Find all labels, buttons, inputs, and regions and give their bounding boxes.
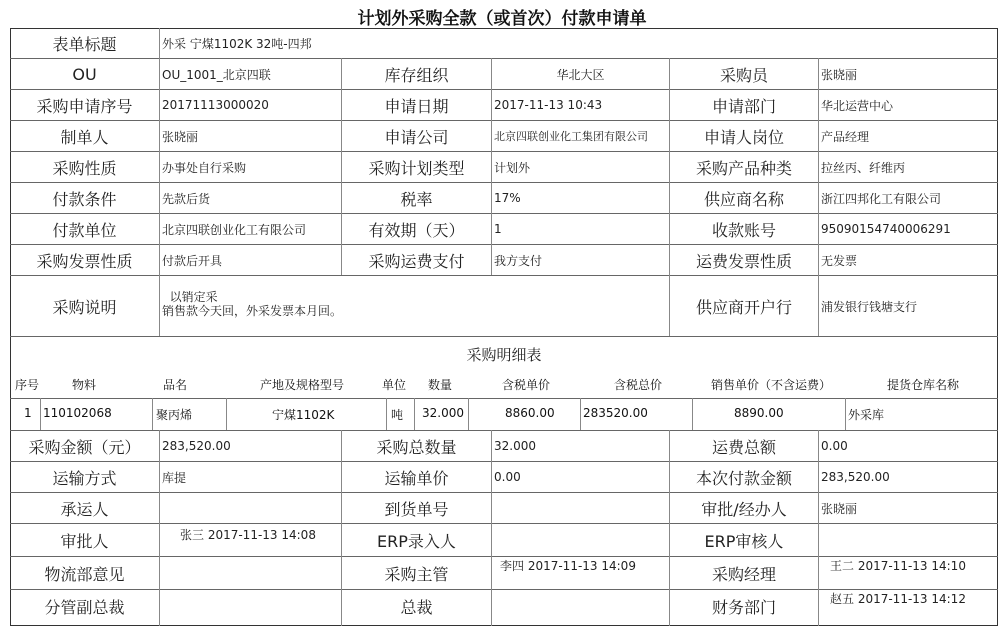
- req-post-value: 产品经理: [821, 129, 870, 144]
- erp-entry-value: [492, 524, 669, 556]
- row-name: 聚丙烯: [156, 408, 193, 422]
- finance-label: 财务部门: [711, 597, 776, 617]
- supplier-label: 供应商名称: [703, 189, 784, 209]
- form-title-label: 表单标题: [52, 34, 117, 54]
- tax-value: 17%: [494, 191, 521, 205]
- nature-value: 办事处自行采购: [162, 160, 247, 175]
- col-header-price: 含税单价: [502, 378, 551, 392]
- inv-org-label: 库存组织: [384, 65, 449, 85]
- pay-terms-label: 付款条件: [52, 189, 117, 209]
- carrier-value: [160, 493, 341, 523]
- amount-value: 283,520.00: [162, 439, 231, 453]
- transport-price-value: 0.00: [494, 470, 521, 484]
- maker-value: 张晓丽: [162, 129, 199, 144]
- invoice-value: 付款后开具: [162, 253, 223, 268]
- req-date-label: 申请日期: [384, 96, 449, 116]
- col-header-spec: 产地及规格型号: [260, 378, 345, 392]
- account-label: 收款账号: [711, 220, 776, 240]
- total-qty-label: 采购总数量: [376, 437, 457, 457]
- purchase-mgr-value: 王二 2017-11-13 14:10: [830, 559, 966, 573]
- freight-invoice-label: 运费发票性质: [695, 251, 792, 271]
- plan-type-value: 计划外: [494, 160, 531, 175]
- ceo-label: 总裁: [400, 597, 433, 617]
- arrival-label: 到货单号: [384, 499, 449, 519]
- transport-price-label: 运输单价: [384, 468, 449, 488]
- desc-label: 采购说明: [52, 297, 117, 317]
- maker-label: 制单人: [60, 127, 109, 147]
- req-no-label: 采购申请序号: [36, 96, 133, 116]
- req-dept-value: 华北运营中心: [821, 98, 894, 113]
- valid-label: 有效期（天）: [368, 220, 465, 240]
- ceo-value: [492, 590, 669, 622]
- product-type-label: 采购产品种类: [695, 158, 792, 178]
- pay-amount-label: 本次付款金额: [695, 468, 792, 488]
- account-value: 95090154740006291: [821, 222, 951, 236]
- transport-value: 库提: [162, 470, 187, 485]
- bank-label: 供应商开户行: [695, 297, 792, 317]
- product-type-value: 拉丝丙、纤维丙: [821, 160, 906, 175]
- row-no: 1: [24, 406, 32, 420]
- handler-label: 审批/经办人: [701, 499, 787, 519]
- col-header-unit: 单位: [382, 378, 407, 392]
- tax-label: 税率: [400, 189, 433, 209]
- purchase-mgr-label: 采购经理: [711, 564, 776, 584]
- req-dept-label: 申请部门: [711, 96, 776, 116]
- col-header-no: 序号: [15, 378, 40, 392]
- vp-value: [160, 590, 341, 622]
- req-company-value: 北京四联创业化工集团有限公司: [494, 130, 648, 143]
- finance-value: 赵五 2017-11-13 14:12: [830, 592, 966, 606]
- purchase-head-value: 李四 2017-11-13 14:09: [500, 559, 636, 573]
- desc-line-1: 以销定采: [162, 290, 218, 304]
- form-title: 计划外采购全款（或首次）付款申请单: [357, 9, 647, 29]
- form-title-value: 外采 宁煤1102K 32吨-四邦: [162, 36, 312, 51]
- col-header-warehouse: 提货仓库名称: [887, 378, 960, 392]
- col-header-material: 物料: [72, 378, 97, 392]
- valid-value: 1: [494, 222, 502, 236]
- row-warehouse: 外采库: [848, 408, 885, 422]
- logistics-value: [160, 557, 341, 589]
- buyer-value: 张晓丽: [821, 67, 858, 82]
- col-header-qty: 数量: [428, 378, 453, 392]
- transport-label: 运输方式: [52, 468, 117, 488]
- arrival-value: [492, 493, 669, 523]
- col-header-sale-price: 销售单价（不含运费）: [711, 378, 832, 392]
- req-date-value: 2017-11-13 10:43: [494, 98, 603, 112]
- erp-review-value: [819, 524, 997, 556]
- vp-label: 分管副总裁: [44, 597, 125, 617]
- plan-type-label: 采购计划类型: [368, 158, 465, 178]
- inv-org-value: 华北大区: [556, 67, 605, 82]
- freight-invoice-value: 无发票: [821, 253, 858, 268]
- handler-value: 张晓丽: [821, 501, 858, 516]
- erp-review-label: ERP审核人: [704, 531, 784, 551]
- pay-amount-value: 283,520.00: [821, 470, 890, 484]
- col-header-total: 含税总价: [614, 378, 663, 392]
- approver-value: 张三 2017-11-13 14:08: [180, 528, 316, 542]
- freight-total-value: 0.00: [821, 439, 848, 453]
- total-qty-value: 32.000: [494, 439, 536, 453]
- row-unit: 吨: [391, 408, 404, 422]
- req-company-label: 申请公司: [384, 127, 449, 147]
- freight-pay-label: 采购运费支付: [368, 251, 465, 271]
- ou-value: OU_1001_北京四联: [162, 67, 271, 82]
- row-material: 110102068: [43, 406, 112, 420]
- row-price: 8860.00: [505, 406, 555, 420]
- desc-value: [160, 290, 660, 330]
- carrier-label: 承运人: [60, 499, 109, 519]
- pay-unit-label: 付款单位: [52, 220, 117, 240]
- purchase-head-label: 采购主管: [384, 564, 449, 584]
- pay-unit-value: 北京四联创业化工有限公司: [162, 222, 307, 237]
- col-header-name: 品名: [163, 378, 188, 392]
- req-post-label: 申请人岗位: [703, 127, 784, 147]
- amount-label: 采购金额（元）: [28, 437, 141, 457]
- row-spec: 宁煤1102K: [272, 408, 335, 422]
- buyer-label: 采购员: [719, 65, 768, 85]
- freight-pay-value: 我方支付: [494, 253, 543, 268]
- invoice-label: 采购发票性质: [36, 251, 133, 271]
- approver-label: 审批人: [60, 531, 109, 551]
- nature-label: 采购性质: [52, 158, 117, 178]
- pay-terms-value: 先款后货: [162, 191, 211, 206]
- ou-label: OU: [72, 64, 97, 84]
- row-qty: 32.000: [422, 406, 464, 420]
- supplier-value: 浙江四邦化工有限公司: [821, 191, 942, 206]
- req-no-value: 20171113000020: [162, 98, 269, 112]
- bank-value: 浦发银行钱塘支行: [821, 299, 918, 314]
- freight-total-label: 运费总额: [711, 437, 776, 457]
- desc-line-2: 销售款今天回，外采发票本月回。: [162, 304, 343, 318]
- detail-section-title: 采购明细表: [466, 345, 542, 364]
- row-sale-price: 8890.00: [734, 406, 784, 420]
- row-total: 283520.00: [583, 406, 648, 420]
- erp-entry-label: ERP录入人: [377, 531, 456, 551]
- logistics-label: 物流部意见: [44, 564, 125, 584]
